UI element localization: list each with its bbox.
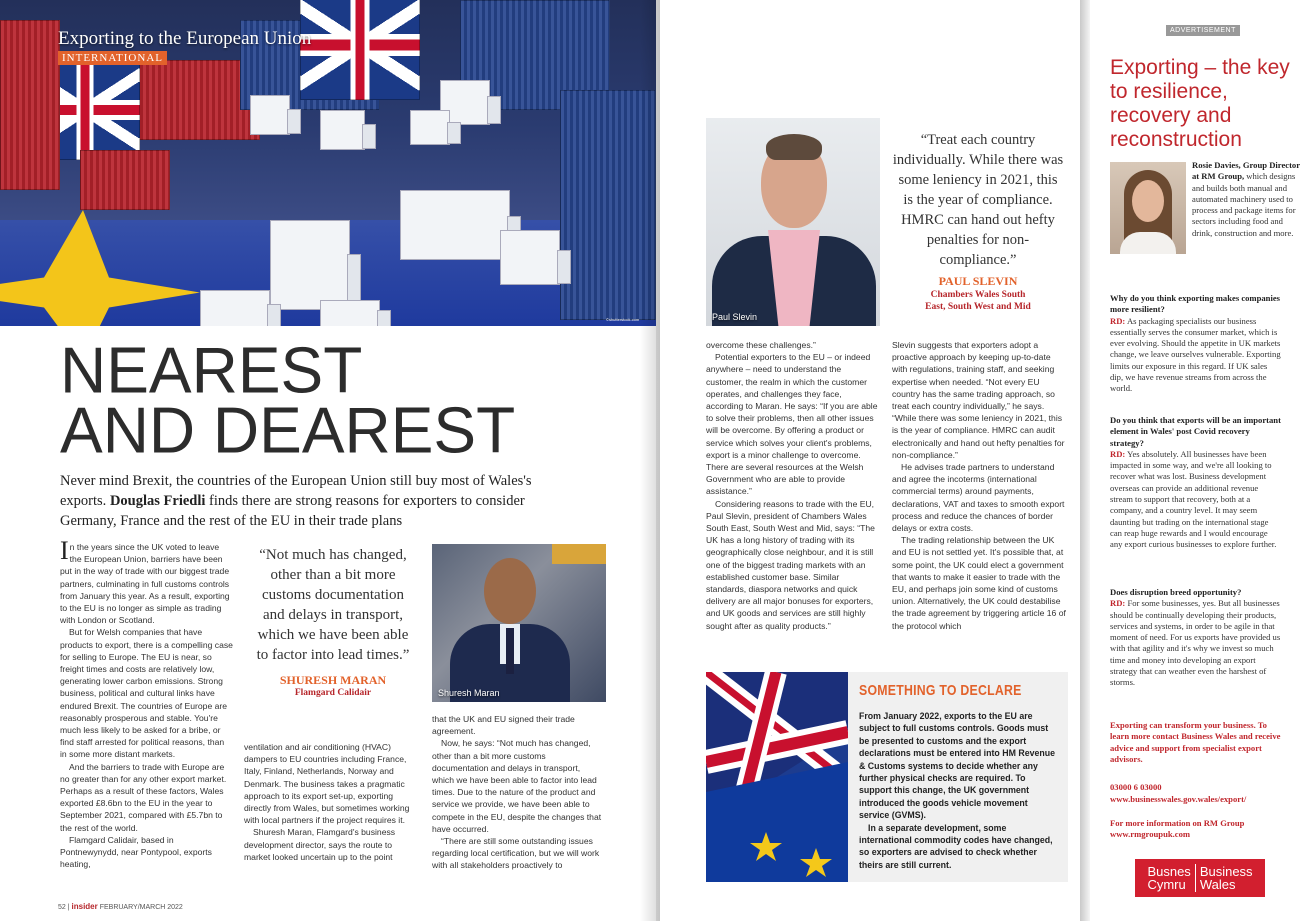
page-footer: 52 | insider FEBRUARY/MARCH 2022 — [58, 902, 183, 911]
boxout-title: SOMETHING TO DECLARE — [859, 682, 1022, 699]
photo-shuresh-maran — [432, 544, 606, 702]
flag-image — [706, 672, 848, 882]
hero-image — [0, 0, 656, 326]
drop-cap: I — [60, 536, 69, 565]
standfirst: Never mind Brexit, the countries of the European Union still buy most of Wales's exports. Douglas Friedli finds there are strong reasons for exporters to consider Germany, France and the rest of the EU in their trade plans — [60, 473, 532, 529]
author-name: Douglas Friedli — [109, 493, 206, 509]
ad-phone[interactable]: 03000 6 03000 — [1110, 782, 1162, 792]
photo-caption: Paul Slevin — [712, 312, 758, 322]
body-column-4: overcome these challenges.” Potential exporters to the EU – or indeed anywhere – need to understand the customer, the realm in which the customer operates, and challenges they face, according to Maran. He says: “If you are able to solve their problems, then all other issues will be overcome. By offering a product or service which solves your client's problems, export is a minor challenge to overcome. There are several resources at the Welsh Government who are able to provide assistance.” Considering reasons to trade with the EU, Paul Slevin, president of Chambers Wales South East, South West and Mid, says: “The UK has a long history of trading with its geographically close neighbour, and it is still one of the biggest trading markets with an established customer base. Similar standards, diaspora networks and quick delivery are all major bonuses for exporters, and UK goods and services are still highly sought after as quality products.” — [706, 340, 878, 631]
right-page — [660, 0, 1080, 921]
body-column-1: In the years since the UK voted to leave the European Union, barriers have been put in the way of trade with our biggest trade partners, culminating in full customs controls from January this year. As a result, exporting to the EU is no longer as simple as trading with London or Scotland. But for Welsh companies that have products to export, there is a compelling case for selling to Europe. The EU is near, so freight times and costs are relatively low, generating lower carbon emissions. Strong business, political and cultural links have endured Brexit. The countries of Europe are reasonably prosperous and stable. You're much less likely to be asked for a bribe, or find staff arrested for political reasons, than in some more distant markets. And the barriers to trade with Europe are no greater than for any other export market. Perhaps as a result of these factors, Wales exported £8.6bn to the EU in the year to September 2021, compared with £5.7bn to the rest of the world. Flamgard Calidair, based in Pontnewynydd, near Pontypool, exports heating, — [60, 536, 233, 870]
section-title: Exporting to the European Union — [58, 28, 312, 49]
pull-quote-maran: “Not much has changed, other than a bit more customs documentation and delays in transport, which we have been able to factor into lead times.” SHURESH MARAN Flamgard Calidair — [256, 547, 410, 698]
ad-more-info: For more information on RM Group — [1110, 818, 1245, 828]
photo-caption: Shuresh Maran — [438, 688, 500, 698]
ad-qa-2: Do you think that exports will be an important element in Wales' post Covid recovery strategy? RD: Yes absolutely. All businesses have been impacted in some way, and we're all looking to recover what was lost. Business development overseas can provide an additional revenue stream to support that recovery, both at a company, and a country level. It may seem daunting but trading on the international stage can reap huge rewards and I would encourage any export curious businesses to explore further. — [1110, 415, 1281, 550]
ad-qa-3: Does disruption breed opportunity? RD: For some businesses, yes. But all businesses should be continually developing their products, services and systems, in order to be agile in that moment of need. For us exports have provided us with that agility and it's why we invest so much time and money into developing an export strategy that can weather even the harshest of storms. — [1110, 587, 1281, 688]
ad-url-rm-group[interactable]: www.rmgroupuk.com — [1110, 829, 1191, 839]
body-column-5: Slevin suggests that exporters adopt a proactive approach by keeping up-to-date with regulations, training staff, and seeking expertise when needed. “Not every EU country has the same trading approach, so treat each country individually,” he says. “While there was some leniency in 2021, this is the year of compliance. HMRC can audit electronically and hand out hefty penalties for non-compliance.” He advises trade partners to understand and agree the incoterms (international commercial terms) around payments, declarations, VAT and taxes to smooth export process and reduce the chances of border delays or extra costs. The trading relationship between the UK and EU is not settled yet. It's possible that, at some point, the UK could elect a government that wants to make it easier to trade with the EU, and perhaps join some kind of customs union. Alternatively, the UK could destabilise the trade agreement by triggering article 16 of the protocol which — [892, 340, 1066, 631]
headline: NEAREST AND DEAREST — [60, 333, 516, 467]
ad-intro: Rosie Davies, Group Director at RM Group, which designs and builds both manual and automated machinery used to process and package items for sectors including food and drink, construction and more. — [1192, 160, 1300, 238]
pull-quote-slevin: “Treat each country individually. While there was some leniency in 2021, this is the year of compliance. HMRC can hand out hefty penalties for non-compliance.” PAUL SLEVIN Chambers Wales South East, South West and Mid — [892, 132, 1064, 312]
photo-paul-slevin — [706, 118, 880, 326]
ad-url-business-wales[interactable]: www.businesswales.gov.wales/export/ — [1110, 794, 1247, 804]
body-column-2: ventilation and air conditioning (HVAC) dampers to EU countries including France, Italy, Finland, Netherlands, Norway and Denmark. The business takes a pragmatic approach to its export set-up, exporting directly from Wales, but sometimes working with local partners if the project requires it. Shuresh Maran, Flamgard's business development director, says the route to market looked uncertain up to the point — [244, 742, 410, 862]
boxout-something-to-declare — [706, 672, 1068, 882]
ad-qa-1: Why do you think exporting makes companies more resilient? RD: As packaging specialists our business essentially serves the consumer market, which is ever evolving. Should the appetite in UK markets change, we leave ourselves vulnerable. Exporting limits our exposure in this regard. If UK sales dip, we have revenue streams from across the world. — [1110, 293, 1281, 394]
page-edge — [1080, 0, 1090, 921]
boxout-body: From January 2022, exports to the EU are subject to full customs controls. Goods must be presented to customs and the export declarations must be entered into HM Revenue & Customs systems to decide whether any further physical checks are required. To support this change, the UK government introduced the goods vehicle movement service (GVMS). In a separate development, some international commodity codes have changed, so exporters are advised to check whether theirs are still current. — [859, 711, 1056, 870]
advertisement-page — [1090, 0, 1306, 921]
photo-credit: ©shutterstock.com — [606, 317, 640, 322]
business-wales-logo: Busnes Cymru Business Wales — [1135, 859, 1265, 897]
ad-title: Exporting – the key to resilience, recovery and reconstruction — [1110, 56, 1290, 151]
advertisement-tag: ADVERTISEMENT — [1166, 25, 1240, 36]
section-tag: INTERNATIONAL — [58, 51, 167, 65]
photo-rosie-davies — [1110, 162, 1186, 254]
ad-call-to-action: Exporting can transform your business. To learn more contact Business Wales and receive advice and support from specialist export advisors. — [1110, 720, 1281, 764]
body-column-3: that the UK and EU signed their trade agreement. Now, he says: “Not much has changed, other than a bit more customs documentation and delays in transport, which we have been able to factor into lead times. Due to the nature of the product and service we provide, we have been able to compete in the EU, despite the changes that have occurred. “There are still some outstanding issues regarding local certification, but we will work with all stakeholders proactively to — [432, 714, 602, 871]
